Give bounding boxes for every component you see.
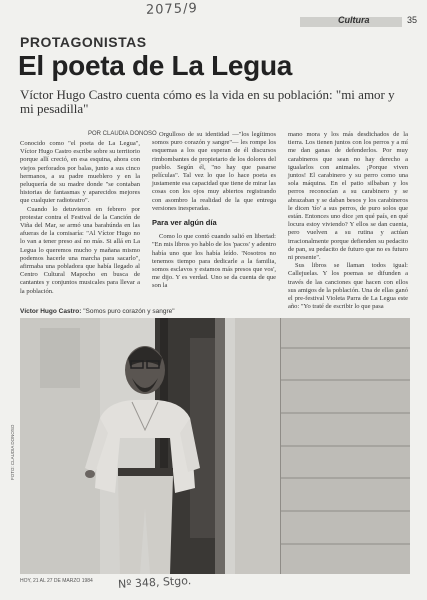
section-label: Cultura	[338, 15, 370, 25]
paragraph: Sus libros se llaman todos igual: Callejuelas. Y los poemas se difunden a través de las canciones que hacen con ellos sus amigos de la población. Una de ellas ganó el pre-festival Violeta Parra de La Legua este año: "Yo traté de escribir lo que pasa	[288, 262, 408, 311]
handwritten-archive-number: 2075/9	[145, 1, 198, 18]
portrait-photo	[20, 318, 410, 574]
deck: Víctor Hugo Castro cuenta cómo es la vida en su población: "mi amor y mi pesadilla"	[20, 87, 395, 116]
subheading: Para ver algún día	[152, 218, 217, 228]
article-column-2	[152, 131, 276, 291]
footer-source: HOY, 21 AL 27 DE MARZO 1984	[20, 578, 93, 584]
paragraph: Cuando lo detuvieron en febrero por protestar contra el Festival de la Canción de Viña del Mar, se armó una barahúnda en las afueras de la comisaría: "Al Víctor Hugo no lo van a tener preso así no más. Si allá en La Legua lo queremos mucho y mañana mismo podemos hacerle una marcha para sacarlo", afirmaba una pobladora que había llegado al Centro Cultural Mapocho en busca de cantantes y conjuntos musicales para llevar a la población.	[20, 205, 140, 295]
paragraph: Como lo que contó cuando salió en libertad: "En mis libros yo hablo de los 'pacos' y adentro había uno que los había leído. 'Nosotros no tenemos tiempo para dedicarle a la familia, somos esclavos y estamos más presos que vos', me dijo. Y es verdad. Uno se da cuenta de que son la	[152, 233, 276, 290]
photo-caption	[20, 308, 175, 315]
headline: El poeta de La Legua	[18, 50, 293, 81]
handwritten-annotation: Nº 348, Stgo.	[117, 574, 192, 591]
caption-quote: "Somos puro corazón y sangre"	[83, 308, 175, 315]
paragraph: Conocido como "el poeta de La Legua", Víctor Hugo Castro escribe sobre su territorio porque allí creció, en esa esquina, ahora con viejos perforados por balas, junto a sus cinco hermanos, a su padre mueblero y en la peluquería de su madre donde "se contaban historias de fantasmas y aparecidos mejores que cualquier radioteatro".	[20, 140, 140, 205]
byline: POR CLAUDIA DONOSO	[88, 131, 157, 137]
paragraph: mano mora y los más desdichados de la tierra. Los tienen juntos con los perros y a mí me dan ganas de defenderlos. Por muy carabineros que sean no hay derecho a igualarlos con animales. ¡Porque viven juntos! El carabinero y su perro como una sola máquina. En el patio silbaban y los perros reconocían a su carabinero y se abrazaban y se daban besos y los carabineros le dicen 'tío' a sus perros, de puro solos que están. Entonces uno dice ¡en qué país, en qué locura estoy viviendo? Y ellos se dan cuenta, pero vuelven a su rutina y actúan irracionalmente porque defienden su pedacito de pan, su pedacito de futuro que no es futuro ni presente".	[288, 131, 408, 262]
caption-name: Víctor Hugo Castro:	[20, 308, 82, 315]
article-column-3	[288, 131, 408, 311]
photo-credit: FOTO: CLAUDIA DONOSO	[10, 424, 15, 480]
article-column-1	[20, 140, 140, 296]
kicker: PROTAGONISTAS	[20, 34, 147, 50]
page-number: 35	[407, 15, 418, 25]
paragraph: Orgulloso de su identidad —"los legítimos somos puro corazón y sangre"— les rompe los esquemas a los que esperan de él discursos rimbombantes de propietario de los dolores del pueblo. Según él, "no hay que pasarse películas". Tal vez lo que lo hace poeta es justamente esa capacidad que tiene de mirar las cosas con los ojos muy abiertos registrando con asombro la realidad de la que entrega versiones inesperadas.	[152, 131, 276, 212]
